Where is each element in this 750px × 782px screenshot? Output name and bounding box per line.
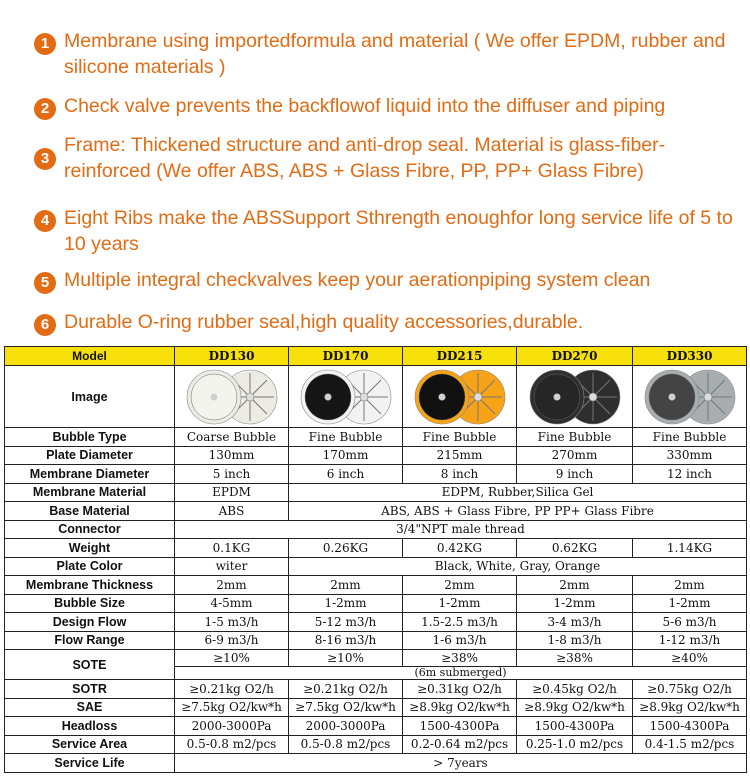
- table-cell: ≥38%: [403, 650, 517, 667]
- table-cell: 0.25-1.0 m2/pcs: [517, 735, 633, 754]
- table-header-row: [5, 347, 747, 366]
- row-label: Bubble Type: [5, 428, 175, 447]
- image-label: Image: [5, 366, 175, 428]
- table-cell: 4-5mm: [175, 594, 289, 613]
- row-membrane-material: [5, 483, 747, 502]
- image-cell: [175, 366, 289, 428]
- table-cell: 0.2-0.64 m2/pcs: [403, 735, 517, 754]
- feature-item-5: [34, 267, 746, 293]
- image-cell: [517, 366, 633, 428]
- table-cell: 0.5-0.8 m2/pcs: [289, 735, 403, 754]
- table-cell: 6 inch: [289, 465, 403, 484]
- table-cell: 12 inch: [633, 465, 747, 484]
- table-cell: 2mm: [517, 576, 633, 595]
- table-cell: ≥0.75kg O2/h: [633, 680, 747, 699]
- row-service-life: [5, 754, 747, 773]
- table-cell: ≥40%: [633, 650, 747, 667]
- table-cell: 8 inch: [403, 465, 517, 484]
- table-cell: 130mm: [175, 446, 289, 465]
- table-cell: 3/4"NPT male thread: [175, 520, 747, 539]
- number-badge-2: 2: [34, 98, 56, 120]
- table-cell: 1-2mm: [289, 594, 403, 613]
- image-cell: [403, 366, 517, 428]
- black-disc-diffuser-image: [521, 368, 629, 426]
- table-cell: 1500-4300Pa: [517, 717, 633, 736]
- table-cell: 1-5 m3/h: [175, 613, 289, 632]
- table-cell: 270mm: [517, 446, 633, 465]
- image-cell: [633, 366, 747, 428]
- row-membrane-thickness: [5, 576, 747, 595]
- table-cell: 1500-4300Pa: [633, 717, 747, 736]
- table-cell: 2mm: [175, 576, 289, 595]
- white-disc-diffuser-image: [178, 368, 286, 426]
- spec-table-body: [5, 347, 747, 773]
- row-sote: [5, 650, 747, 667]
- table-cell: 9 inch: [517, 465, 633, 484]
- row-label: Membrane Material: [5, 483, 175, 502]
- table-cell: 2000-3000Pa: [289, 717, 403, 736]
- table-cell: Fine Bubble: [289, 428, 403, 447]
- model-header: Model: [5, 347, 175, 366]
- table-cell: > 7years: [175, 754, 747, 773]
- row-label: SOTR: [5, 680, 175, 699]
- row-headloss: [5, 717, 747, 736]
- table-cell: 1-12 m3/h: [633, 631, 747, 650]
- number-badge-5: 5: [34, 272, 56, 294]
- table-cell: EPDM: [175, 483, 289, 502]
- row-sae: [5, 698, 747, 717]
- row-label: Service Life: [5, 754, 175, 773]
- table-cell: 0.4-1.5 m2/pcs: [633, 735, 747, 754]
- row-label: Bubble Size: [5, 594, 175, 613]
- table-cell: 3-4 m3/h: [517, 613, 633, 632]
- row-label: Design Flow: [5, 613, 175, 632]
- table-cell: 1.14KG: [633, 539, 747, 558]
- table-cell: ≥7.5kg O2/kw*h: [175, 698, 289, 717]
- table-cell: 5-6 m3/h: [633, 613, 747, 632]
- row-bubble-type: [5, 428, 747, 447]
- table-cell: 0.1KG: [175, 539, 289, 558]
- table-cell: Fine Bubble: [403, 428, 517, 447]
- table-cell: ≥8.9kg O2/kw*h: [517, 698, 633, 717]
- row-bubble-size: [5, 594, 747, 613]
- table-cell: 0.26KG: [289, 539, 403, 558]
- table-cell: 1-2mm: [517, 594, 633, 613]
- table-cell: ≥0.21kg O2/h: [289, 680, 403, 699]
- table-cell: Fine Bubble: [633, 428, 747, 447]
- row-label: Plate Diameter: [5, 446, 175, 465]
- row-label: Flow Range: [5, 631, 175, 650]
- row-design-flow: [5, 613, 747, 632]
- table-cell: 2mm: [289, 576, 403, 595]
- table-cell: Coarse Bubble: [175, 428, 289, 447]
- row-label: Connector: [5, 520, 175, 539]
- table-cell: 1-2mm: [403, 594, 517, 613]
- feature-item-3: [34, 132, 746, 184]
- table-cell: 5-12 m3/h: [289, 613, 403, 632]
- number-badge-3: 3: [34, 148, 56, 170]
- image-row: [5, 366, 747, 428]
- table-cell: 330mm: [633, 446, 747, 465]
- table-cell: ABS: [175, 502, 289, 521]
- feature-text-3: Frame: Thickened structure and anti-drop seal. Material is glass-fiber-reinforced (We offer ABS, ABS + Glass Fibre, PP, PP+ Glass Fibre): [64, 134, 666, 182]
- feature-text-1: Membrane using importedformula and material ( We offer EPDM, rubber and silicone materials ): [64, 30, 726, 78]
- table-cell: 0.42KG: [403, 539, 517, 558]
- row-label: Plate Color: [5, 557, 175, 576]
- row-label: Base Material: [5, 502, 175, 521]
- feature-item-4: [34, 205, 746, 257]
- number-badge-6: 6: [34, 314, 56, 336]
- number-badge-1: 1: [34, 33, 56, 55]
- table-cell: 8-16 m3/h: [289, 631, 403, 650]
- row-label: Membrane Diameter: [5, 465, 175, 484]
- model-dd330: DD330: [633, 347, 747, 366]
- row-membrane-diameter: [5, 465, 747, 484]
- table-cell: 0.5-0.8 m2/pcs: [175, 735, 289, 754]
- feature-item-6: [34, 309, 746, 335]
- black-orange-disc-diffuser-image: [406, 368, 514, 426]
- row-label: Service Area: [5, 735, 175, 754]
- sote-note: (6m submerged): [175, 667, 747, 680]
- number-badge-4: 4: [34, 210, 56, 232]
- table-cell: 5 inch: [175, 465, 289, 484]
- table-cell: ≥0.31kg O2/h: [403, 680, 517, 699]
- table-cell: witer: [175, 557, 289, 576]
- black-white-disc-diffuser-image: [292, 368, 400, 426]
- table-cell: 1.5-2.5 m3/h: [403, 613, 517, 632]
- row-label: SOTE: [5, 650, 175, 680]
- row-sotr: [5, 680, 747, 699]
- row-plate-color: [5, 557, 747, 576]
- table-cell: ≥38%: [517, 650, 633, 667]
- table-cell: ≥0.21kg O2/h: [175, 680, 289, 699]
- feature-text-2: Check valve prevents the backflowof liquid into the diffuser and piping: [64, 95, 666, 117]
- row-label: Headloss: [5, 717, 175, 736]
- row-weight: [5, 539, 747, 558]
- row-label: Membrane Thickness: [5, 576, 175, 595]
- table-cell: ≥10%: [175, 650, 289, 667]
- table-cell: 2mm: [633, 576, 747, 595]
- table-cell: 1-2mm: [633, 594, 747, 613]
- table-cell: 0.62KG: [517, 539, 633, 558]
- table-cell: 1-8 m3/h: [517, 631, 633, 650]
- table-cell: 1-6 m3/h: [403, 631, 517, 650]
- table-cell: 170mm: [289, 446, 403, 465]
- table-cell: ABS, ABS + Glass Fibre, PP PP+ Glass Fibre: [289, 502, 747, 521]
- table-cell: Black, White, Gray, Orange: [289, 557, 747, 576]
- feature-item-1: [34, 28, 746, 80]
- table-cell: ≥8.9kg O2/kw*h: [633, 698, 747, 717]
- model-dd215: DD215: [403, 347, 517, 366]
- model-dd130: DD130: [175, 347, 289, 366]
- row-connector: [5, 520, 747, 539]
- row-label: Weight: [5, 539, 175, 558]
- table-cell: ≥0.45kg O2/h: [517, 680, 633, 699]
- row-plate-diameter: [5, 446, 747, 465]
- model-dd170: DD170: [289, 347, 403, 366]
- row-flow-range: [5, 631, 747, 650]
- row-base-material: [5, 502, 747, 521]
- row-service-area: [5, 735, 747, 754]
- table-cell: 1500-4300Pa: [403, 717, 517, 736]
- table-cell: 215mm: [403, 446, 517, 465]
- table-cell: ≥10%: [289, 650, 403, 667]
- table-cell: ≥7.5kg O2/kw*h: [289, 698, 403, 717]
- table-cell: 2000-3000Pa: [175, 717, 289, 736]
- row-label: SAE: [5, 698, 175, 717]
- table-cell: Fine Bubble: [517, 428, 633, 447]
- feature-text-5: Multiple integral checkvalves keep your aerationpiping system clean: [64, 269, 651, 291]
- feature-item-2: [34, 93, 746, 119]
- table-cell: EDPM, Rubber,Silica Gel: [289, 483, 747, 502]
- grey-disc-diffuser-image: [636, 368, 744, 426]
- table-cell: 6-9 m3/h: [175, 631, 289, 650]
- table-cell: 2mm: [403, 576, 517, 595]
- feature-text-6: Durable O-ring rubber seal,high quality accessories,durable.: [64, 311, 584, 333]
- spec-table: [4, 346, 747, 773]
- model-dd270: DD270: [517, 347, 633, 366]
- image-cell: [289, 366, 403, 428]
- feature-text-4: Eight Ribs make the ABSSupport Sthrength enoughfor long service life of 5 to 10 years: [64, 207, 733, 255]
- table-cell: ≥8.9kg O2/kw*h: [403, 698, 517, 717]
